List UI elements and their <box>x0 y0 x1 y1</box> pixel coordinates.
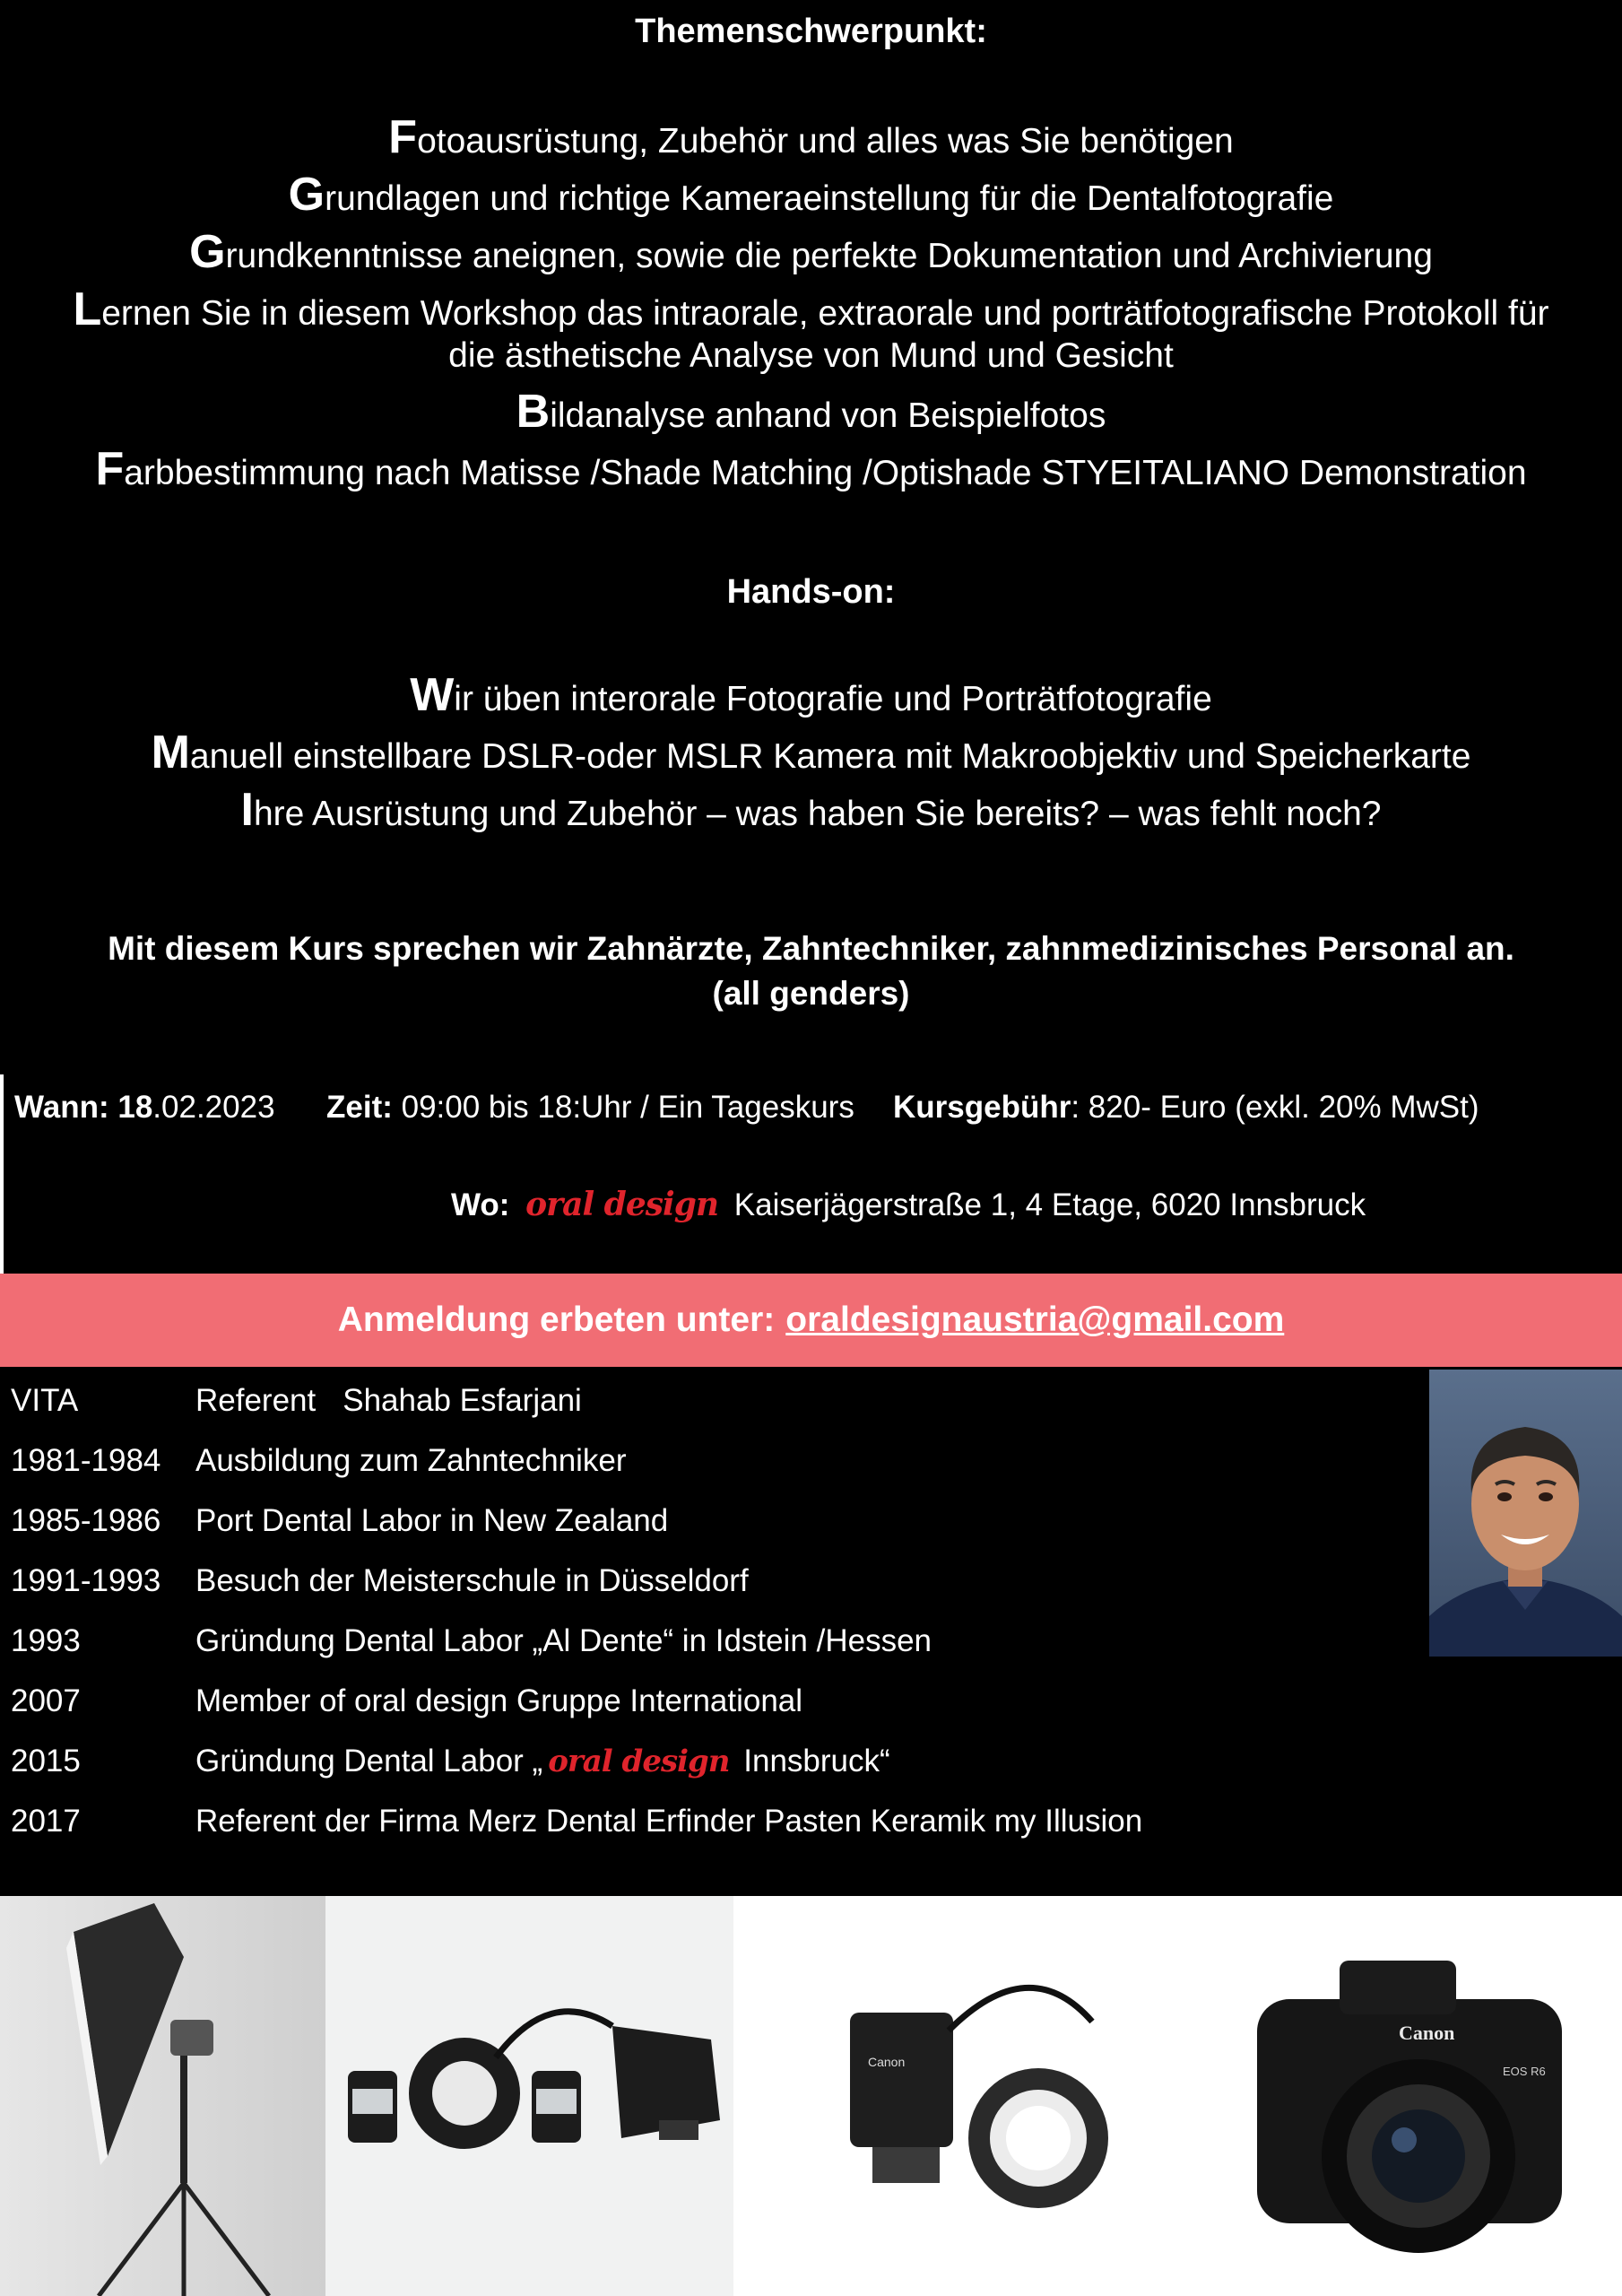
vita-year: 2017 <box>11 1804 81 1839</box>
handson-initial: M <box>151 726 190 778</box>
handson-initial: W <box>410 669 455 721</box>
where-address: Kaiserjägerstraße 1, 4 Etage, 6020 Innsbruck <box>733 1187 1366 1222</box>
vita-entry <box>11 1503 668 1539</box>
vita-year: 1993 <box>11 1623 81 1658</box>
when-day: 18 <box>117 1090 153 1125</box>
topic-text: otoausrüstung, Zubehör und alles was Sie benötigen <box>417 122 1234 161</box>
referent-portrait <box>1429 1370 1622 1657</box>
portrait-illustration <box>1429 1370 1622 1657</box>
vita-year: 2015 <box>11 1744 81 1779</box>
topic-text: ernen Sie in diesem Workshop das intraorale, extraorale und porträtfotografische Protokoll für <box>101 294 1549 333</box>
info-time <box>326 1090 854 1126</box>
vita-header <box>11 1383 582 1419</box>
topic-initial: F <box>388 111 418 163</box>
topic-initial: G <box>288 169 325 221</box>
vita-entry <box>11 1623 932 1659</box>
vita-text: Port Dental Labor in New Zealand <box>195 1503 669 1538</box>
camera-icon <box>1214 1896 1622 2296</box>
topic-line-4b: die ästhetische Analyse von Mund und Gesicht <box>448 336 1174 375</box>
topic-line-5 <box>0 383 1622 441</box>
vita-role: Referent <box>195 1383 317 1418</box>
topic-line-1 <box>0 109 1622 167</box>
oral-design-logo: oral design <box>548 1744 730 1779</box>
vita-entry <box>11 1804 1142 1839</box>
topic-line-6 <box>0 440 1622 499</box>
topic-text: rundkenntnisse aneignen, sowie die perfekte Dokumentation und Archivierung <box>225 237 1433 275</box>
fee-value: : 820- Euro (exkl. 20% MwSt) <box>1071 1090 1479 1125</box>
info-where <box>451 1186 1366 1223</box>
handson-initial: I <box>240 784 254 836</box>
vita-label: VITA <box>11 1383 79 1418</box>
ring-flash-photo <box>733 1896 1214 2296</box>
handson-text: hre Ausrüstung und Zubehör – was haben Sie bereits? – was fehlt noch? <box>253 795 1382 833</box>
info-when <box>14 1090 275 1126</box>
vita-text-post: Innsbruck“ <box>734 1744 890 1779</box>
topic-text: rundlagen und richtige Kameraeinstellung für die Dentalfotografie <box>325 179 1334 218</box>
ring-flash-icon <box>733 1896 1214 2296</box>
vita-entry <box>11 1443 627 1479</box>
time-label: Zeit: <box>326 1090 393 1125</box>
audience-line-1: Mit diesem Kurs sprechen wir Zahnärzte, Zahntechniker, zahnmedizinisches Personal an. <box>108 930 1514 967</box>
softbox-icon <box>0 1896 325 2296</box>
equipment-photos <box>0 1896 1622 2296</box>
topic-initial: F <box>95 443 125 495</box>
camera-photo <box>1214 1896 1622 2296</box>
fee-label: Kursgebühr <box>893 1090 1071 1125</box>
handson-text: anuell einstellbare DSLR-oder MSLR Kamera mit Makroobjektiv und Speicherkarte <box>189 737 1471 776</box>
info-left-border <box>0 1074 4 1274</box>
topic-initial: L <box>73 283 102 335</box>
twin-flash-photo <box>325 1896 733 2296</box>
vita-entry <box>11 1744 890 1779</box>
handson-heading: Hands-on: <box>726 573 896 611</box>
registration-banner <box>0 1274 1622 1367</box>
topic-initial: G <box>189 226 226 278</box>
handson-line-2 <box>0 724 1622 782</box>
vita-text: Besuch der Meisterschule in Düsseldorf <box>195 1563 749 1598</box>
registration-email-link[interactable]: oraldesignaustria@gmail.com <box>785 1300 1285 1339</box>
vita-text: Ausbildung zum Zahntechniker <box>195 1443 627 1478</box>
audience-line-2: (all genders) <box>712 975 910 1012</box>
camera-model-label: EOS R6 <box>1503 2065 1546 2078</box>
topic-line-4 <box>0 281 1622 339</box>
handson-line-1 <box>0 666 1622 725</box>
vita-entry <box>11 1683 802 1719</box>
handson-line-3 <box>0 781 1622 839</box>
topic-line-2 <box>0 166 1622 224</box>
vita-entry <box>11 1563 749 1599</box>
registration-label: Anmeldung erbeten unter: <box>337 1300 776 1339</box>
where-label: Wo: <box>451 1187 510 1222</box>
camera-brand-label: Canon <box>1399 2022 1455 2044</box>
topic-text: ildanalyse anhand von Beispielfotos <box>550 396 1106 435</box>
topic-initial: B <box>516 386 551 438</box>
vita-text-pre: Gründung Dental Labor „ <box>195 1744 543 1779</box>
vita-year: 1991-1993 <box>11 1563 161 1598</box>
vita-name: Shahab Esfarjani <box>343 1383 582 1418</box>
vita-text: Gründung Dental Labor „Al Dente“ in Idstein /Hessen <box>195 1623 932 1658</box>
topic-text: arbbestimmung nach Matisse /Shade Matching /Optishade STYEITALIANO Demonstration <box>124 454 1527 492</box>
vita-year: 1981-1984 <box>11 1443 161 1478</box>
info-fee <box>893 1090 1479 1126</box>
vita-year: 1985-1986 <box>11 1503 161 1538</box>
handson-text: ir üben interorale Fotografie und Porträtfotografie <box>454 680 1212 718</box>
vita-text: Member of oral design Gruppe International <box>195 1683 803 1718</box>
topic-line-3 <box>0 223 1622 282</box>
softbox-photo <box>0 1896 325 2296</box>
vita-year: 2007 <box>11 1683 81 1718</box>
vita-text: Referent der Firma Merz Dental Erfinder Pasten Keramik my Illusion <box>195 1804 1143 1839</box>
flash-brand-label: Canon <box>868 2055 906 2069</box>
twin-flash-icon <box>325 1896 733 2296</box>
oral-design-logo: oral design <box>525 1186 719 1223</box>
time-value: 09:00 bis 18:Uhr / Ein Tageskurs <box>401 1090 854 1125</box>
when-value: .02.2023 <box>152 1090 275 1125</box>
when-label: Wann: <box>14 1090 109 1125</box>
topics-heading: Themenschwerpunkt: <box>635 13 987 50</box>
